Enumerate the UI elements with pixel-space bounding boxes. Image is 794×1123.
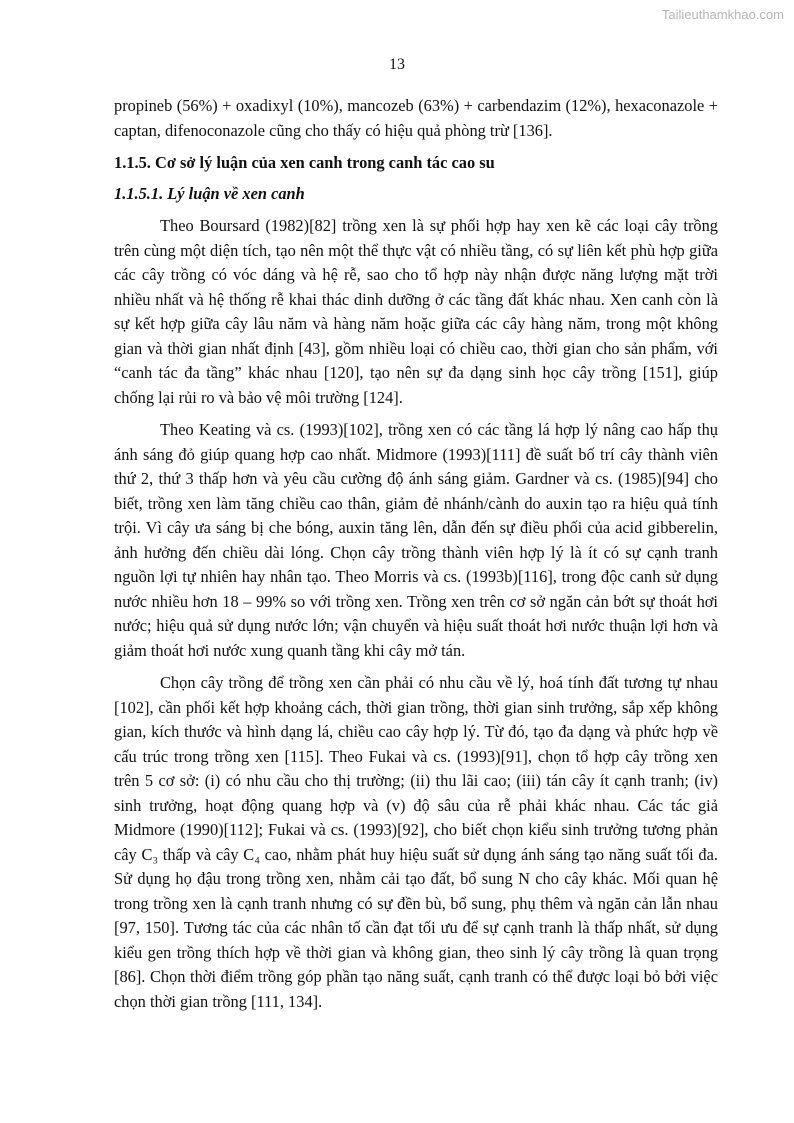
section-heading: 1.1.5. Cơ sở lý luận của xen canh trong canh tác cao su xyxy=(114,153,495,172)
continuation-paragraph: propineb (56%) + oxadixyl (10%), mancozeb (63%) + carbendazim (12%), hexaconazole + captan, difenoconazole cũng cho thấy có hiệu quả phòng trừ [136]. xyxy=(114,96,718,140)
subsection-heading: 1.1.5.1. Lý luận về xen canh xyxy=(114,183,305,203)
paragraph: Theo Boursard (1982)[82] trồng xen là sự phối hợp hay xen kẽ các loại cây trồng trên cùng một diện tích, tạo nên một thể thực vật có nhiều tầng, có sự liên kết phù hợp giữa các cây trồng có vóc dáng và hệ rễ, sao cho tổ hợp này nhận được năng lượng mặt trời nhiều nhất và hệ thống rễ khai thác dinh dưỡng ở các tầng đất khác nhau. Xen canh còn là sự kết hợp giữa cây lâu năm và hàng năm hoặc giữa các cây hàng năm, trong một không gian và thời gian nhất định [43], gồm nhiều loại có chiều cao, thời gian cho sản phẩm, với “canh tác đa tầng” khác nhau [120], tạo nên sự đa dạng sinh học cây trồng [151], giúp chống lại rủi ro và bảo vệ môi trường [124]. xyxy=(114,216,718,407)
watermark: Tailieuthamkhao.com xyxy=(661,7,784,22)
paragraph: Theo Keating và cs. (1993)[102], trồng xen có các tầng lá hợp lý nâng cao hấp thụ ánh sáng đỏ giúp quang hợp cao nhất. Midmore (1993)[111] đề suất bố trí cây thành viên thứ 2, thứ 3 thấp hơn và yêu cầu cường độ ánh sáng giảm. Gardner và cs. (1985)[94] cho biết, trồng xen làm tăng chiều cao thân, giảm đẻ nhánh/cành do auxin tạo ra hiệu quả tính trội. Vì cây ưa sáng bị che bóng, auxin tăng lên, dẫn đến sự điều phối của acid gibberelin, ảnh hưởng đến chiều dài lóng. Chọn cây trồng thành viên hợp lý là ít có sự cạnh tranh nguồn lợi tự nhiên hay nhân tạo. Theo Morris và cs. (1993b)[116], trong độc canh sử dụng nước nhiều hơn 18 – 99% so với trồng xen. Trồng xen trên cơ sở ngăn cản bớt sự thoát hơi nước; hiệu quả sử dụng nước lớn; vận chuyển và hiệu suất thoát hơi nước thuận lợi hơn và giảm thoát hơi nước xung quanh tầng khi cây mở tán. xyxy=(114,420,718,660)
paragraph: Chọn cây trồng để trồng xen cần phải có nhu cầu về lý, hoá tính đất tương tự nhau [102], cần phối kết hợp khoảng cách, thời gian trồng, thời gian sinh trưởng, sắp xếp không gian, kích thước và hình dạng lá, chiều cao cây hợp lý. Từ đó, tạo đa dạng và phức hợp về cấu trúc trong trồng xen [115]. Theo Fukai và cs. (1993)[91], chọn tổ hợp cây trồng xen trên 5 cơ sở: (i) có nhu cầu cho thị trường; (ii) thu lãi cao; (iii) tán cây ít cạnh tranh; (iv) sinh trưởng, hoạt động quang hợp và (v) độ sâu của rễ phải khác nhau. Các tác giả Midmore (1990)[112]; Fukai và cs. (1993)[92], cho biết chọn kiểu sinh trưởng tương phản cây C₃ thấp và cây C₄ cao, nhằm phát huy hiệu suất sử dụng ánh sáng tạo năng suất tối đa. Sử dụng họ đậu trong trồng xen, nhằm cải tạo đất, bổ sung N cho cây khác. Mối quan hệ trong trồng xen là cạnh tranh nhưng có sự đền bù, bổ sung, phụ thêm và ngăn cản lẫn nhau [97, 150]. Tương tác của các nhân tố cần đạt tối ưu để sự cạnh tranh là thấp nhất, sử dụng kiểu gen trồng thích hợp về thời gian và không gian, theo sinh lý cây trồng là quan trọng [86]. Chọn thời điểm trồng góp phần tạo năng suất, cạnh tranh có thể được loại bỏ bởi việc chọn thời gian trồng [111, 134]. xyxy=(114,673,718,1011)
page-number: 13 xyxy=(389,56,405,73)
page-body xyxy=(114,94,718,1014)
